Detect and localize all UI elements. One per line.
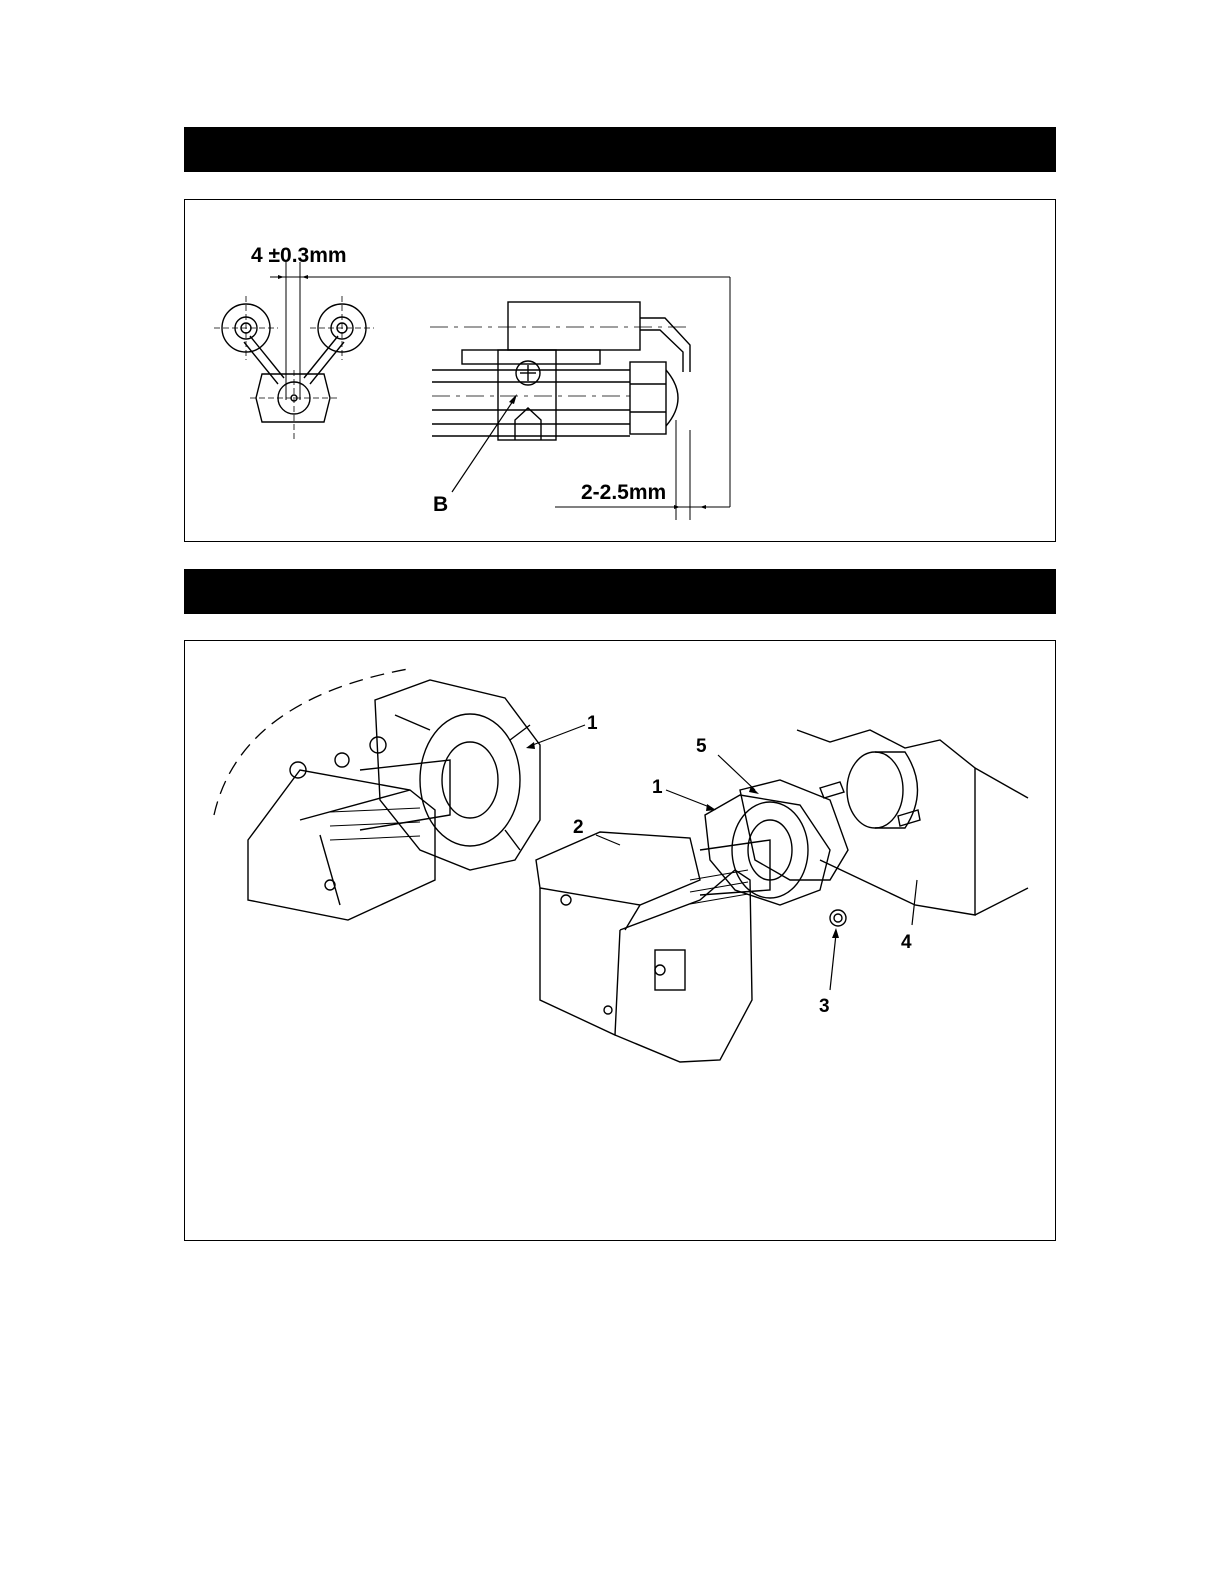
callout-1-left: 1 <box>587 713 598 734</box>
callout-2: 2 <box>573 817 584 838</box>
callout-3: 3 <box>819 996 830 1017</box>
burner-mounting-diagram <box>214 669 1028 1062</box>
callout-5: 5 <box>696 736 707 757</box>
tip-distance-dimension: 2-2.5mm <box>581 481 667 504</box>
callout-1-right: 1 <box>652 777 663 798</box>
electrode-gap-dimension: 4 ±0.3mm <box>251 244 347 267</box>
callout-4: 4 <box>901 932 912 953</box>
label-b: B <box>433 493 449 516</box>
